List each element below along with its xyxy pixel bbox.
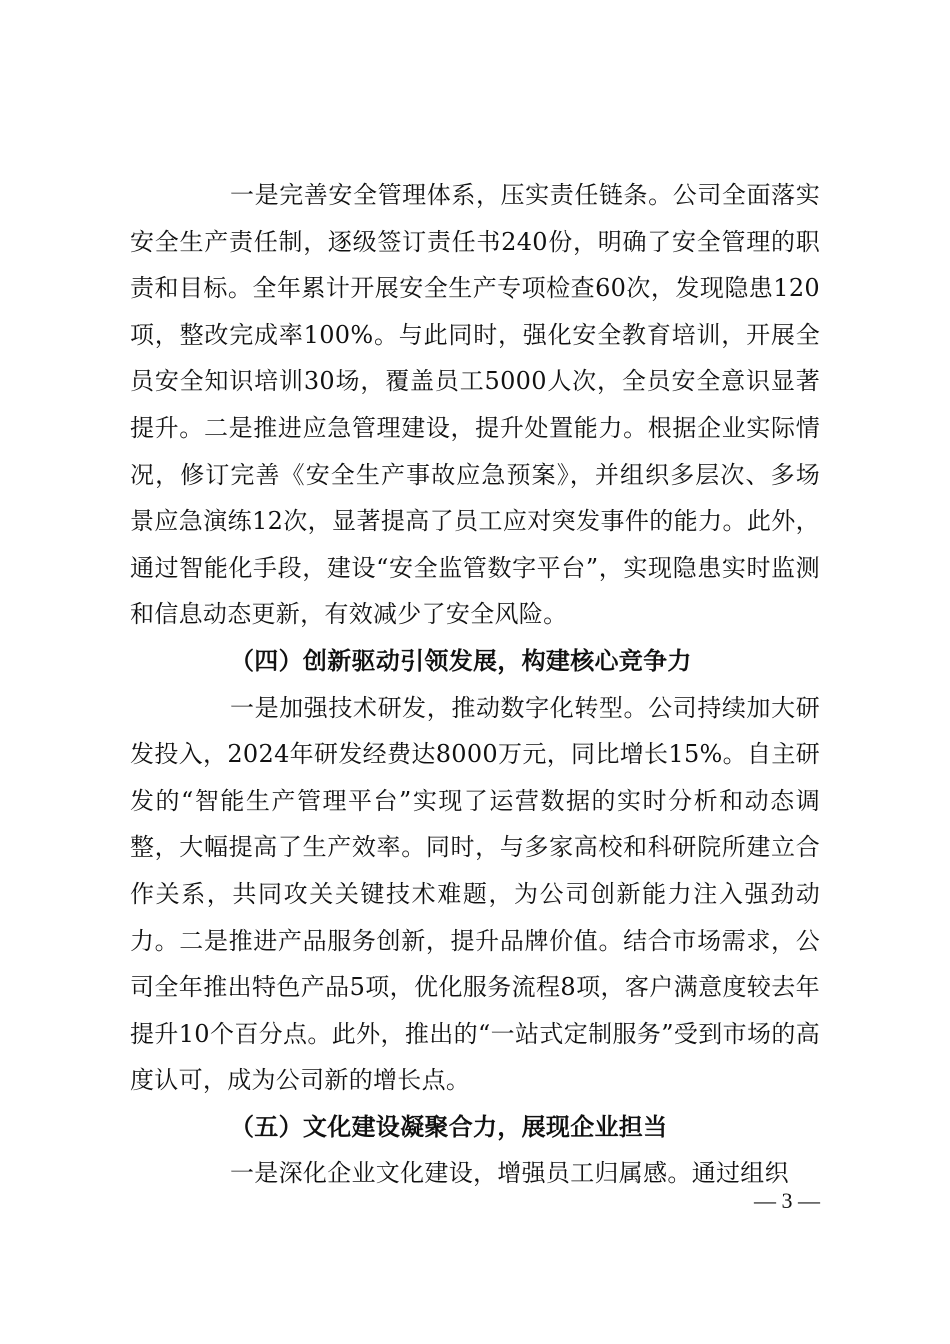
document-body xyxy=(130,172,820,1197)
page-number: — 3 — xyxy=(754,1188,820,1213)
paragraph-culture: 一是深化企业文化建设，增强员工归属感。通过组织 xyxy=(230,1159,789,1188)
section-heading-innovation: （四）创新驱动引领发展，构建核心竞争力 xyxy=(230,645,692,675)
paragraph-innovation: 一是加强技术研发，推动数字化转型。公司持续加大研发投入，2024年研发经费达8000万元，同比增长15%。自主研发的“智能生产管理平台”实现了运营数据的实时分析和动态调整，大幅提高了生产效率。同时，与多家高校和科研院所建立合作关系，共同攻关关键技术难题，为公司创新能力注入强劲动力。二是推进产品服务创新，提升品牌价值。结合市场需求，公司全年推出特色产品5项，优化服务流程8项，客户满意度较去年提升10个百分点。此外，推出的“一站式定制服务”受到市场的高度认可，成为公司新的增长点。 xyxy=(130,693,820,1095)
paragraph-safety-management: 一是完善安全管理体系，压实责任链条。公司全面落实安全生产责任制，逐级签订责任书240份，明确了安全管理的职责和目标。全年累计开展安全生产专项检查60次，发现隐患120项，整改完成率100%。与此同时，强化安全教育培训，开展全员安全知识培训30场，覆盖员工5000人次，全员安全意识显著提升。二是推进应急管理建设，提升处置能力。根据企业实际情况，修订完善《安全生产事故应急预案》，并组织多层次、多场景应急演练12次，显著提高了员工应对突发事件的能力。此外，通过智能化手段，建设“安全监管数字平台”，实现隐患实时监测和信息动态更新，有效减少了安全风险。 xyxy=(130,181,820,629)
section-heading-culture: （五）文化建设凝聚合力，展现企业担当 xyxy=(230,1111,668,1141)
